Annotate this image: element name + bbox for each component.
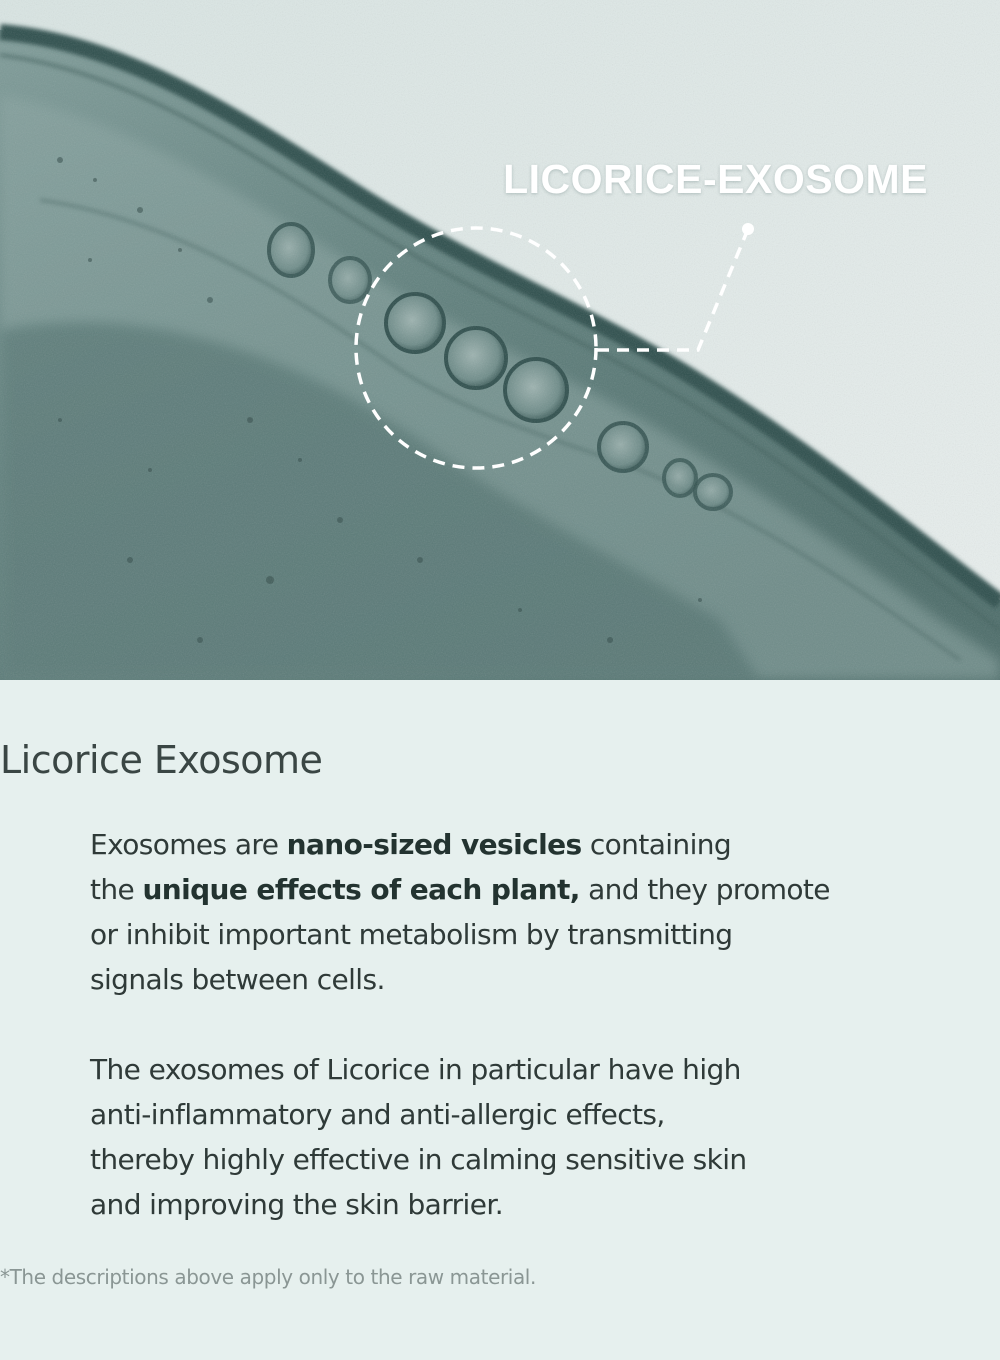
paragraph-2-line-3: thereby highly effective in calming sensitive skin [90, 1143, 747, 1176]
emphasis-text: nano-sized vesicles [286, 828, 582, 861]
callout-label: LICORICE-EXOSOME [503, 156, 928, 202]
text-segment: and they promote [579, 873, 830, 906]
section-title: Licorice Exosome [0, 738, 323, 782]
footnote: *The descriptions above apply only to the raw material. [0, 1265, 536, 1289]
emphasis-text: unique effects of each plant, [142, 873, 580, 906]
paragraph-1-line-2 [90, 867, 910, 912]
text-segment: Exosomes are [90, 828, 287, 861]
paragraph-1-line-4: signals between cells. [90, 963, 385, 996]
text-segment: the [90, 873, 143, 906]
callout-dot [742, 223, 754, 235]
paragraph-2-line-2: anti-inflammatory and anti-allergic effects, [90, 1098, 665, 1131]
description-paragraph-2 [90, 1047, 910, 1227]
text-segment: containing [581, 828, 732, 861]
info-section [0, 680, 1000, 1360]
paragraph-1-line-1 [90, 822, 910, 867]
paragraph-2-line-1: The exosomes of Licorice in particular have high [90, 1053, 741, 1086]
description-paragraph-1 [90, 822, 910, 1002]
paragraph-1-line-3: or inhibit important metabolism by transmitting [90, 918, 733, 951]
paragraph-2-line-4: and improving the skin barrier. [90, 1188, 503, 1221]
